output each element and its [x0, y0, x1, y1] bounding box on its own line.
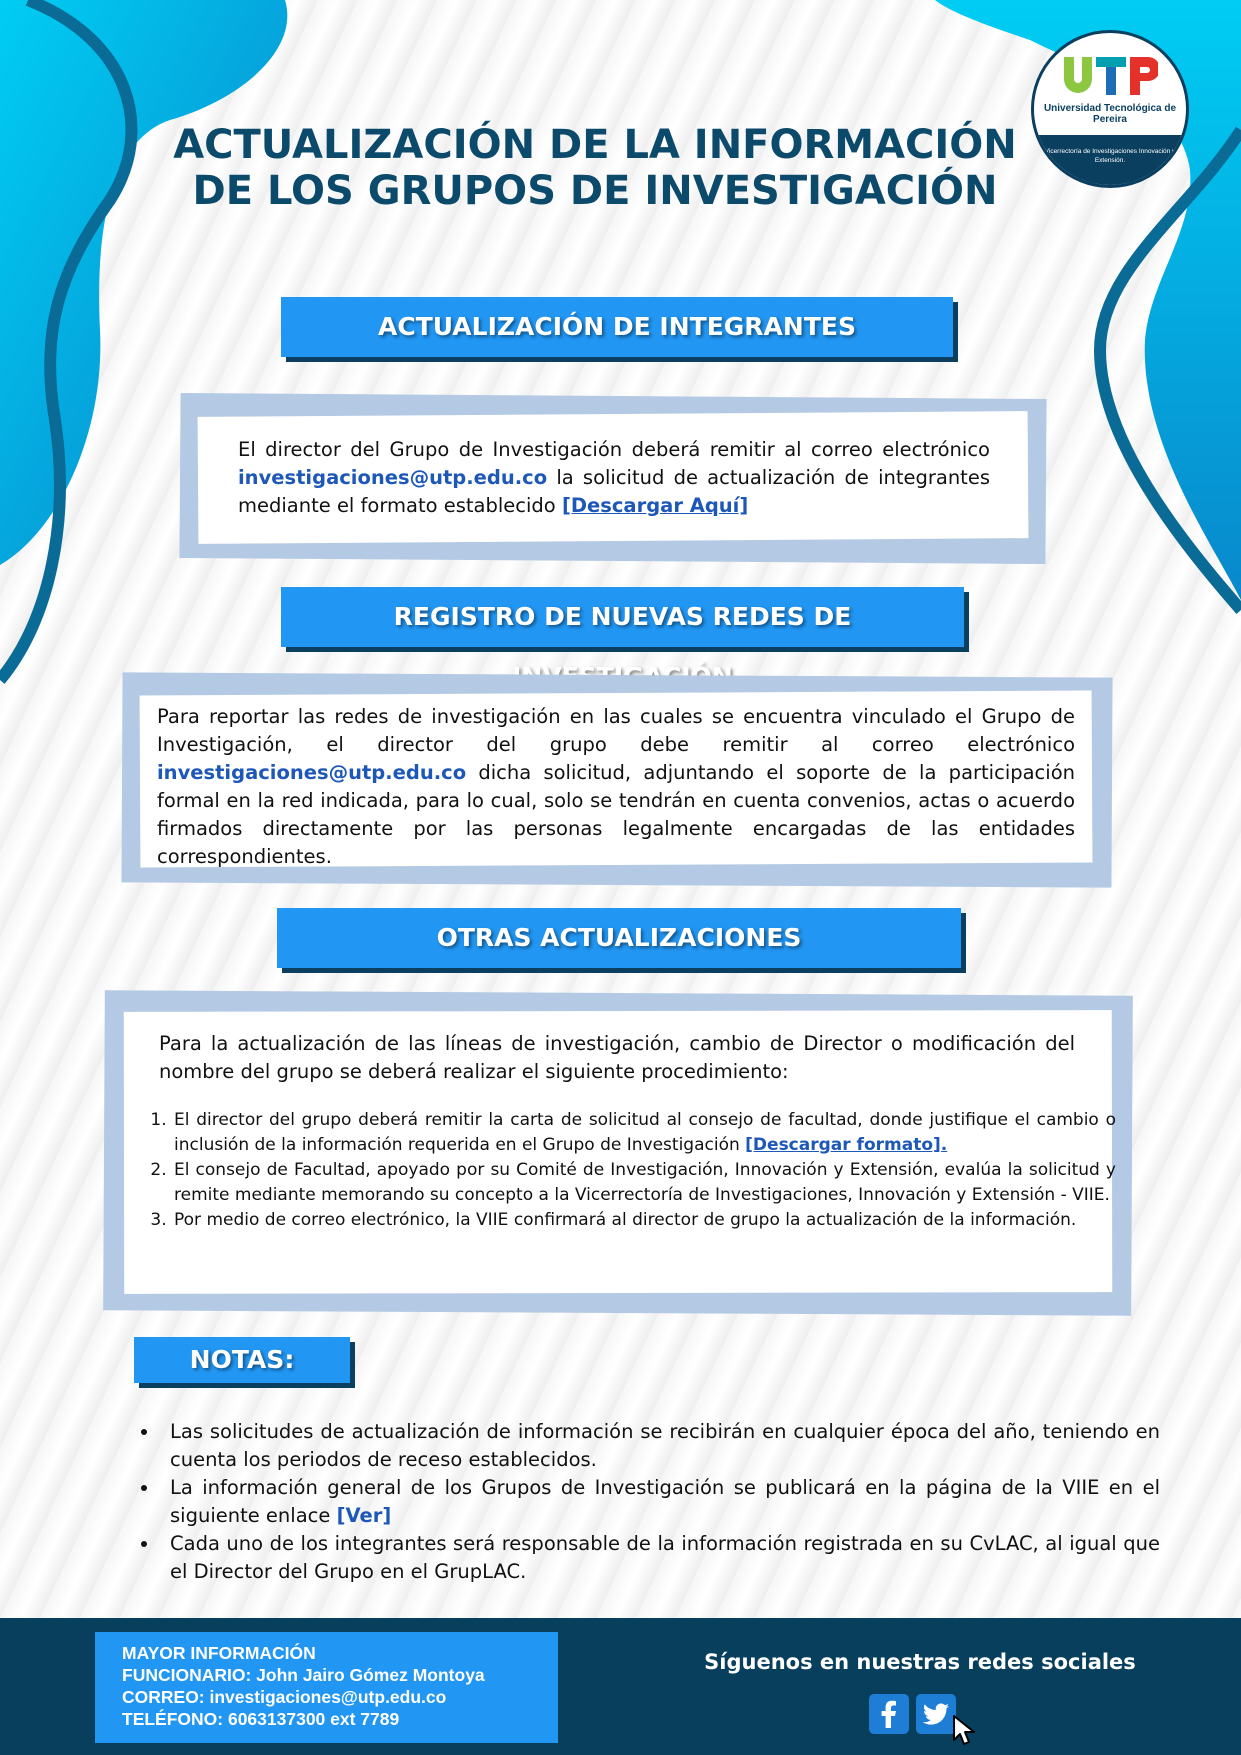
list-item: • Cada uno de los integrantes será responsable de la información registrada en su CvLAC, al igual que el Director del Grupo en el GrupLAC.: [160, 1530, 1160, 1586]
list-item: • Las solicitudes de actualización de información se recibirán en cualquier época del año, teniendo en cuenta los periodos de receso establecidos.: [160, 1418, 1160, 1474]
list-item: 1. El director del grupo deberá remitir la carta de solicitud al consejo de facultad, donde justifique el cambio o inclusión de la información requerida en el Grupo de Investigación [Descargar formato].: [172, 1108, 1116, 1158]
cursor-pointer-icon: [950, 1714, 984, 1748]
section-text-integrantes: El director del Grupo de Investigación deberá remitir al correo electrónico investigaciones@utp.edu.co la solicitud de actualización de integrantes mediante el formato establecido [Descargar Aquí]: [238, 438, 990, 517]
contact-email[interactable]: CORREO: investigaciones@utp.edu.co: [122, 1687, 447, 1707]
facebook-icon[interactable]: [869, 1694, 909, 1734]
logo-band-text: Vicerrectoría de Investigaciones Innovación y Extensión.: [1044, 148, 1176, 164]
social-title: Síguenos en nuestras redes sociales: [704, 1650, 1136, 1674]
section-heading-redes: REGISTRO DE NUEVAS REDES DE: [281, 587, 964, 647]
list-item: • La información general de los Grupos de Investigación se publicará en la página de la VIIE en el siguiente enlace [Ver]: [160, 1474, 1160, 1530]
email-link[interactable]: investigaciones@utp.edu.co: [157, 761, 467, 784]
logo-band: [1034, 135, 1186, 188]
utp-logo-mark-icon: [1062, 55, 1158, 99]
contact-phone: TELÉFONO: 6063137300 ext 7789: [122, 1709, 400, 1729]
contact-box: [95, 1632, 558, 1743]
section-heading-otras: OTRAS ACTUALIZACIONES: [277, 908, 961, 968]
footer: [0, 1618, 1241, 1755]
notes-list: [134, 1418, 1160, 1586]
procedure-steps: [152, 1108, 1116, 1233]
download-link[interactable]: [Descargar Aquí]: [561, 494, 749, 517]
logo-university-name: Universidad Tecnológica de Pereira: [1043, 103, 1177, 125]
list-item: 2. El consejo de Facultad, apoyado por su Comité de Investigación, Innovación y Extensión, evalúa la solicitud y remite mediante memorando su concepto a la Vicerrectoría de Investigaciones, Innovación y Extensión - VIIE.: [172, 1158, 1116, 1208]
section-heading-integrantes: ACTUALIZACIÓN DE INTEGRANTES: [281, 297, 953, 357]
view-link[interactable]: [Ver]: [336, 1504, 392, 1527]
list-item: 3. Por medio de correo electrónico, la VIIE confirmará al director de grupo la actualización de la información.: [172, 1208, 1116, 1233]
section-text-redes: Para reportar las redes de investigación en las cuales se encuentra vinculado el Grupo de Investigación, el director del grupo debe remitir al correo electrónico investigaciones@utp.edu.co dicha solicitud, adjuntando el soporte de la participación formal en la red indicada, para lo cual, solo se tendrán en cuenta convenios, actas o acuerdo firmados directamente por las personas legalmente encargadas de las entidades correspondientes.: [157, 705, 1075, 868]
contact-heading: MAYOR INFORMACIÓN: [122, 1643, 316, 1663]
contact-officer: FUNCIONARIO: John Jairo Gómez Montoya: [122, 1665, 485, 1685]
download-format-link[interactable]: [Descargar formato].: [745, 1135, 948, 1155]
utp-logo: [1031, 30, 1189, 188]
page-title: ACTUALIZACIÓN DE LA INFORMACIÓN DE LOS GRUPOS DE INVESTIGACIÓN: [173, 122, 1017, 214]
email-link[interactable]: investigaciones@utp.edu.co: [238, 466, 548, 489]
section-intro-otras: Para la actualización de las líneas de investigación, cambio de Director o modificación del nombre del grupo se deberá realizar el siguiente procedimiento:: [159, 1032, 1075, 1083]
notes-heading: NOTAS:: [134, 1337, 350, 1383]
